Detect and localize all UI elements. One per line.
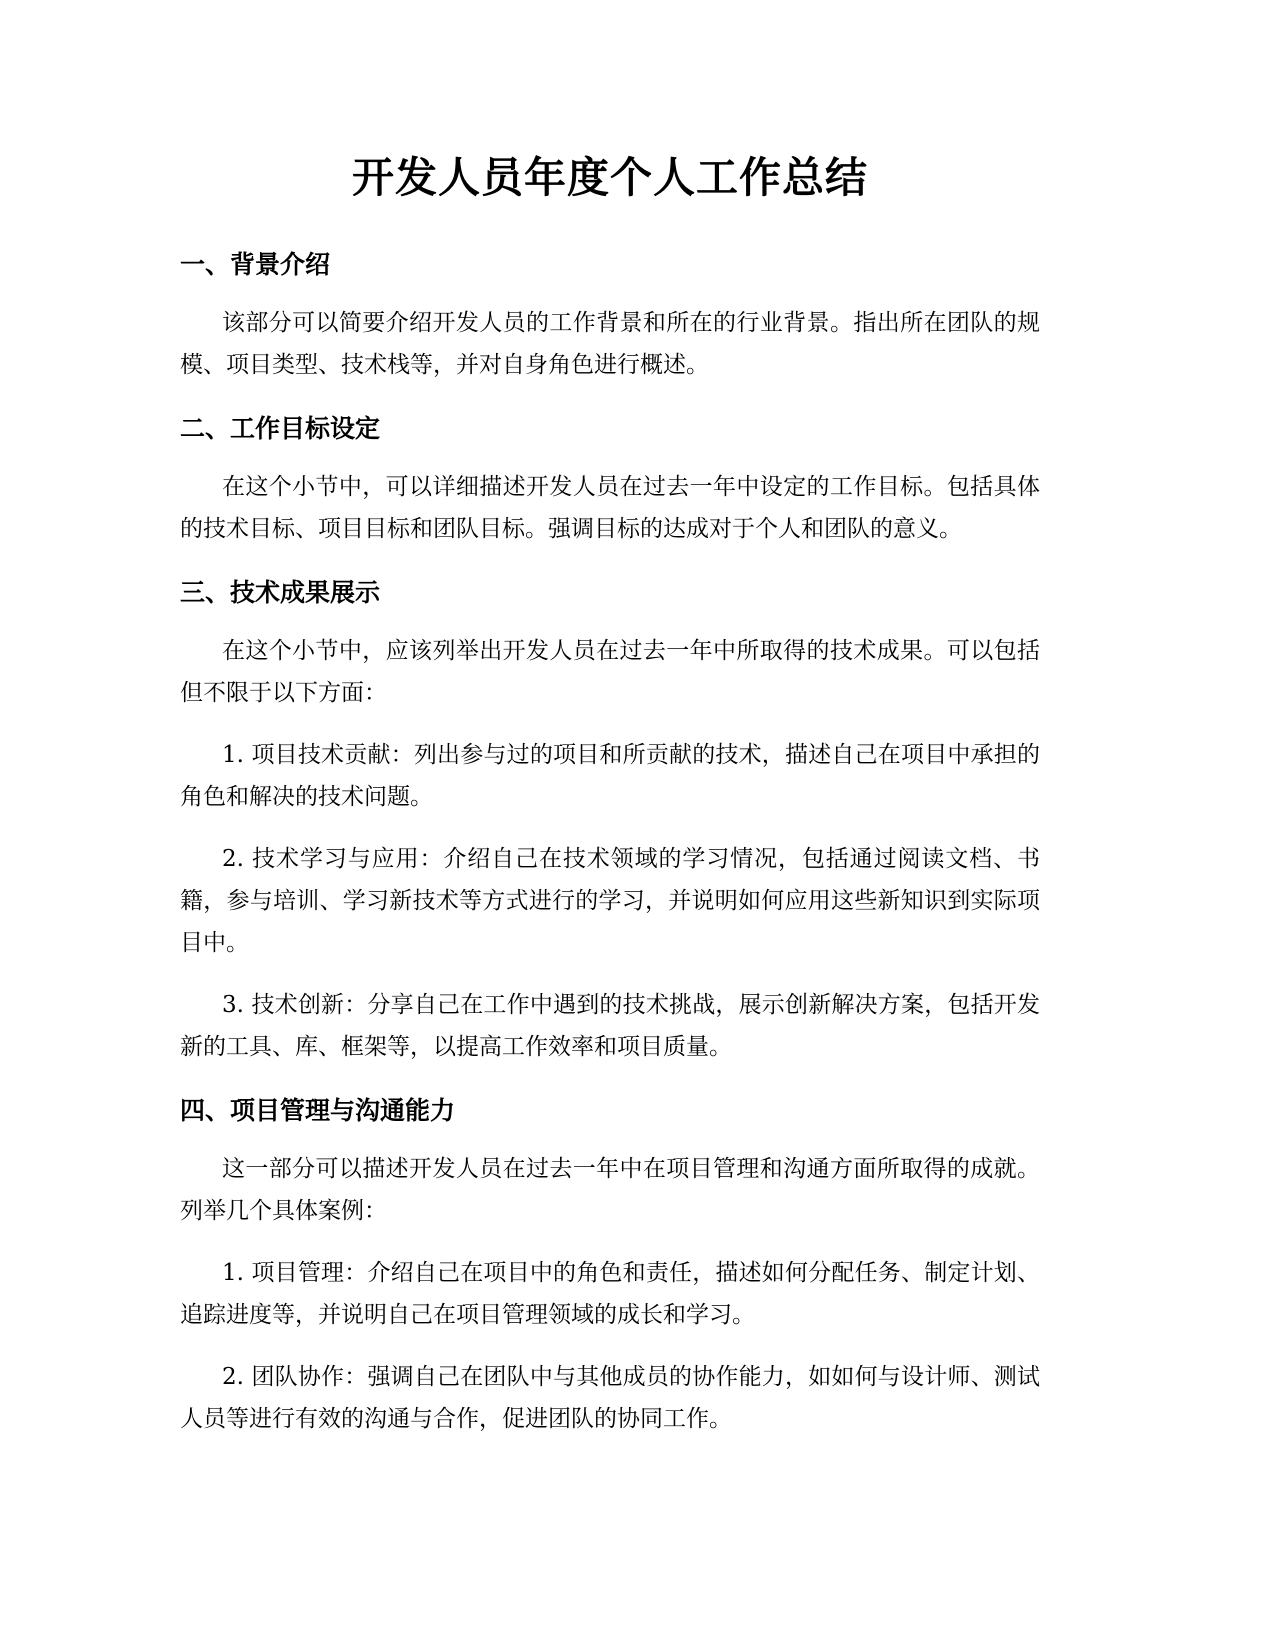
document-title: 开发人员年度个人工作总结	[351, 153, 868, 202]
list-item: 2. 技术学习与应用：介绍自己在技术领域的学习情况，包括通过阅读文档、书籍，参与培训、学习新技术等方式进行的学习，并说明如何应用这些新知识到实际项目中。	[180, 846, 1040, 956]
list-item: 1. 项目管理：介绍自己在项目中的角色和责任，描述如何分配任务、制定计划、追踪进度等，并说明自己在项目管理领域的成长和学习。	[180, 1260, 1040, 1328]
section-heading-goals: 二、工作目标设定	[180, 414, 381, 443]
paragraph: 在这个小节中，应该列举出开发人员在过去一年中所取得的技术成果。可以包括但不限于以下方面：	[180, 638, 1040, 706]
list-item: 3. 技术创新：分享自己在工作中遇到的技术挑战，展示创新解决方案，包括开发新的工具、库、框架等，以提高工作效率和项目质量。	[180, 992, 1040, 1060]
paragraph: 在这个小节中，可以详细描述开发人员在过去一年中设定的工作目标。包括具体的技术目标、项目目标和团队目标。强调目标的达成对于个人和团队的意义。	[180, 474, 1040, 542]
list-item: 2. 团队协作：强调自己在团队中与其他成员的协作能力，如如何与设计师、测试人员等进行有效的沟通与合作，促进团队的协同工作。	[180, 1364, 1040, 1432]
paragraph: 该部分可以简要介绍开发人员的工作背景和所在的行业背景。指出所在团队的规模、项目类型、技术栈等，并对自身角色进行概述。	[180, 310, 1040, 378]
section-heading-management: 四、项目管理与沟通能力	[180, 1096, 456, 1125]
section-heading-achievements: 三、技术成果展示	[180, 578, 381, 607]
section-heading-background: 一、背景介绍	[180, 250, 331, 279]
list-item: 1. 项目技术贡献：列出参与过的项目和所贡献的技术，描述自己在项目中承担的角色和解决的技术问题。	[180, 742, 1040, 810]
paragraph: 这一部分可以描述开发人员在过去一年中在项目管理和沟通方面所取得的成就。列举几个具体案例：	[180, 1156, 1040, 1224]
document-body	[180, 150, 1040, 1440]
